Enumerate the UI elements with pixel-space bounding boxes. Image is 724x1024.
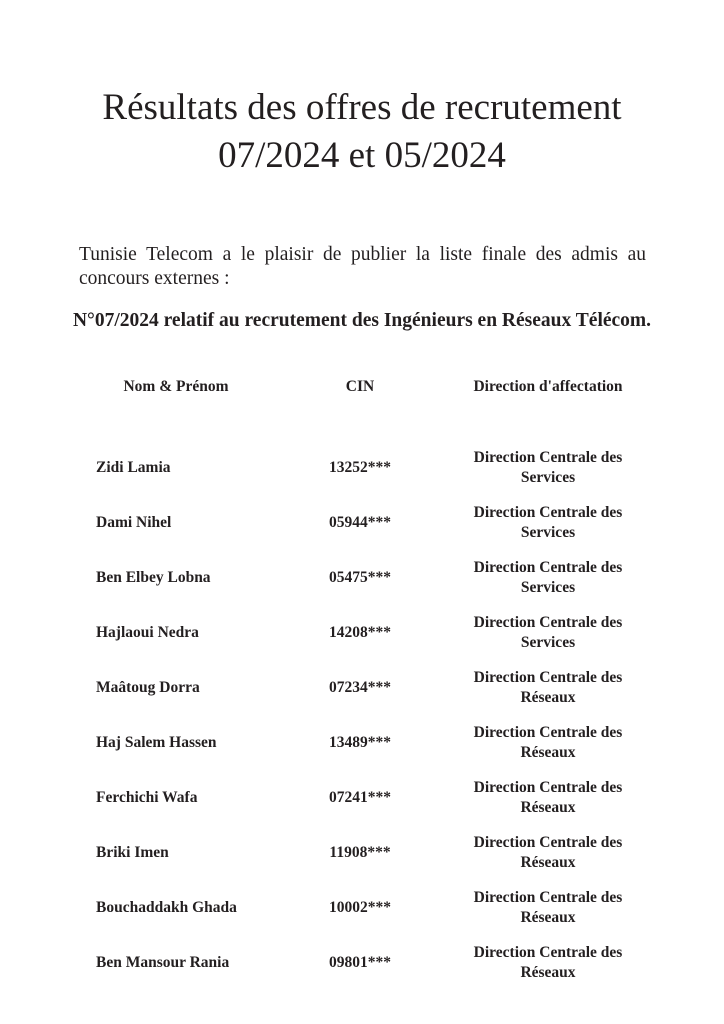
- row-cin: 05475***: [329, 569, 391, 586]
- row-direction: Direction Centrale des Services: [473, 449, 623, 486]
- table-row: [0, 831, 724, 875]
- page-title: Résultats des offres de recrutement 07/2024 et 05/2024: [102, 87, 622, 176]
- table-row: [0, 941, 724, 985]
- row-direction: Direction Centrale des Réseaux: [473, 669, 623, 706]
- row-cin: 14208***: [329, 624, 391, 641]
- offer-subtitle: N°07/2024 relatif au recrutement des Ingénieurs en Réseaux Télécom.: [72, 310, 652, 331]
- row-direction: Direction Centrale des Réseaux: [473, 889, 623, 926]
- intro-paragraph: Tunisie Telecom a le plaisir de publier la liste finale des admis au concours externes :: [79, 244, 646, 289]
- row-name: Ben Mansour Rania: [96, 954, 230, 971]
- table-row: [0, 501, 724, 545]
- row-cin: 09801***: [329, 954, 391, 971]
- row-direction: Direction Centrale des Réseaux: [473, 724, 623, 761]
- row-cin: 07241***: [329, 789, 391, 806]
- table-row: [0, 611, 724, 655]
- column-header-cin: CIN: [345, 378, 375, 395]
- row-cin: 13252***: [329, 459, 391, 476]
- row-cin: 13489***: [329, 734, 391, 751]
- table-row: [0, 446, 724, 490]
- table-row: [0, 886, 724, 930]
- row-name: Dami Nihel: [96, 514, 172, 531]
- row-name: Zidi Lamia: [96, 459, 171, 476]
- row-cin: 05944***: [329, 514, 391, 531]
- row-direction: Direction Centrale des Réseaux: [473, 834, 623, 871]
- row-cin: 07234***: [329, 679, 391, 696]
- row-name: Haj Salem Hassen: [96, 734, 217, 751]
- row-direction: Direction Centrale des Réseaux: [473, 944, 623, 981]
- row-direction: Direction Centrale des Services: [473, 559, 623, 596]
- table-row: [0, 556, 724, 600]
- row-name: Hajlaoui Nedra: [96, 624, 199, 641]
- row-direction: Direction Centrale des Services: [473, 614, 623, 651]
- row-name: Bouchaddakh Ghada: [96, 899, 237, 916]
- row-direction: Direction Centrale des Réseaux: [473, 779, 623, 816]
- table-row: [0, 721, 724, 765]
- row-cin: 10002***: [329, 899, 391, 916]
- column-header-direction: Direction d'affectation: [473, 378, 623, 395]
- row-name: Briki Imen: [96, 844, 169, 861]
- row-name: Ferchichi Wafa: [96, 789, 198, 806]
- row-direction: Direction Centrale des Services: [473, 504, 623, 541]
- table-row: [0, 666, 724, 710]
- column-header-name: Nom & Prénom: [123, 378, 229, 395]
- table-row: [0, 776, 724, 820]
- row-cin: 11908***: [329, 844, 391, 861]
- row-name: Maâtoug Dorra: [96, 679, 200, 696]
- row-name: Ben Elbey Lobna: [96, 569, 211, 586]
